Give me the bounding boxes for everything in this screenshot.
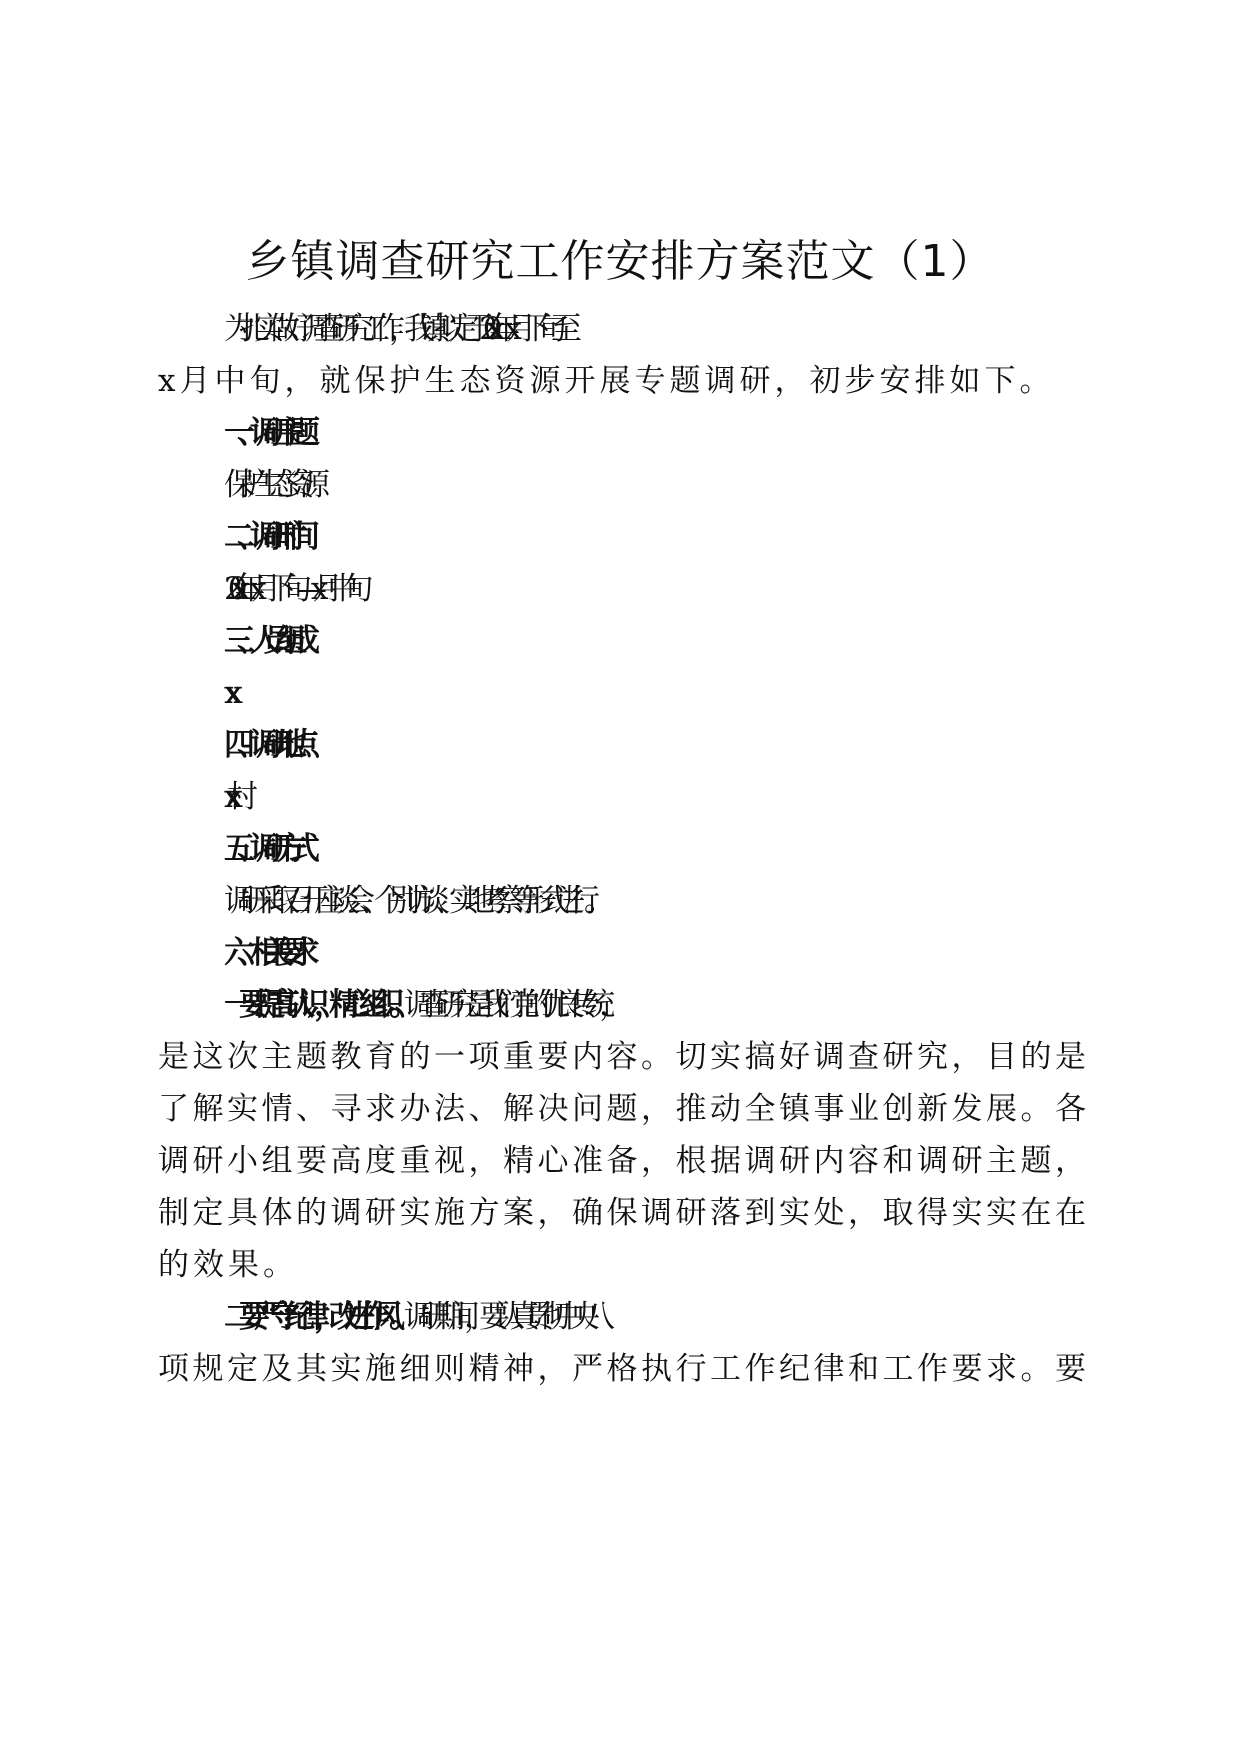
requirement-1-line-5: 制定具体的调研实施方案，确保调研落到实处，取得实实在在 (158, 1195, 1090, 1231)
intro-line-1: 为扎实做好调查研究工作，我镇拟定于20xx年x月下旬至 (224, 311, 566, 347)
requirement-2-text: 调研期间，要认真贯彻中央八 (404, 1299, 599, 1335)
requirement-1-text: 调查研究是我们党的优良传统， (404, 987, 614, 1023)
section-heading-method: 五、调研方式 (224, 831, 302, 867)
section-heading-location: 四、调研地点 (224, 727, 302, 763)
section-content-members: xx (224, 675, 227, 711)
requirement-1-line-3: 了解实情、寻求办法、解决问题，推动全镇事业创新发展。各 (158, 1091, 1090, 1127)
requirement-1-line-4: 调研小组要高度重视，精心准备，根据调研内容和调研主题， (158, 1143, 1090, 1179)
requirement-2-lead: 二要严守纪律，改进作风。 (224, 1299, 404, 1335)
section-content-topic: 保护生态资源 (224, 467, 314, 503)
requirement-1-line-6: 的效果。 (158, 1247, 298, 1283)
document-title: 乡镇调查研究工作安排方案范文（1） (245, 236, 995, 287)
section-heading-topic: 一、调研主题 (224, 415, 302, 451)
section-heading-members: 三、人员组成 (224, 623, 302, 659)
requirement-2-line-2: 项规定及其实施细则精神，严格执行工作纪律和工作要求。要 (158, 1351, 1090, 1387)
requirement-1-line-2: 是这次主题教育的一项重要内容。切实搞好调查研究，目的是 (158, 1039, 1090, 1075)
section-content-time: 20xx年x月下旬—x月中旬 (224, 571, 358, 607)
requirement-2-line-1 (224, 1297, 1154, 1337)
requirement-1-lead: 一要提高认识，精心组织。 (224, 987, 404, 1023)
section-content-method: 调研采取召开座谈会、个别访谈、实地考察等形式进行。 (224, 883, 599, 919)
section-heading-requirements: 六、相关要求 (224, 935, 302, 971)
section-content-location: xx村 (224, 779, 242, 815)
section-heading-time: 二、调研时间 (224, 519, 302, 555)
requirement-1-line-1 (224, 985, 1154, 1025)
intro-line-2: x月中旬，就保护生态资源开展专题调研，初步安排如下。 (158, 363, 1055, 399)
